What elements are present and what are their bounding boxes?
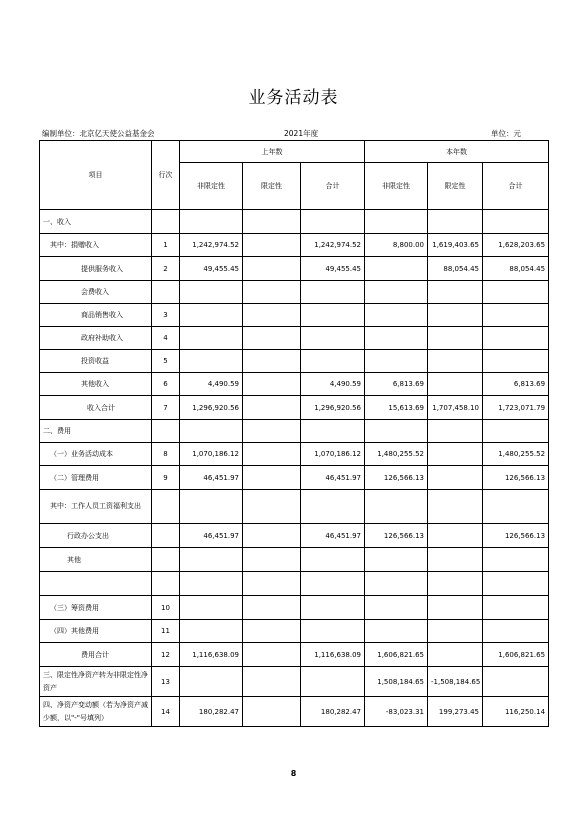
row-label: （四）其他费用: [40, 620, 152, 643]
curr-restricted-value: 199,273.45: [428, 697, 483, 727]
curr-total-value: 1,723,071.79: [483, 396, 549, 420]
row-label: 其中：工作人员工资福利支出: [40, 490, 152, 524]
prev-restricted-value: [243, 257, 301, 281]
curr-restricted-value: -1,508,184.65: [428, 667, 483, 697]
prev-unrestricted-value: 1,070,186.12: [180, 443, 243, 466]
row-line-number: 7: [152, 396, 180, 420]
row-line-number: 6: [152, 373, 180, 396]
prev-unrestricted-value: [180, 490, 243, 524]
table-row: [40, 281, 549, 304]
curr-unrestricted-value: [365, 596, 428, 620]
table-row: [40, 373, 549, 396]
prev-unrestricted-value: [180, 572, 243, 596]
prev-unrestricted-value: [180, 327, 243, 350]
prev-total-value: [301, 210, 365, 234]
curr-total-value: 116,250.14: [483, 697, 549, 727]
curr-unrestricted-value: 6,813.69: [365, 373, 428, 396]
curr-unrestricted-value: [365, 490, 428, 524]
table-row: [40, 572, 549, 596]
prev-total-value: 46,451.97: [301, 466, 365, 490]
table-row: [40, 643, 549, 667]
prev-restricted-value: [243, 490, 301, 524]
curr-unrestricted-value: [365, 304, 428, 327]
prev-unrestricted-value: [180, 667, 243, 697]
prev-restricted-value: [243, 643, 301, 667]
prev-restricted-value: [243, 281, 301, 304]
row-line-number: [152, 524, 180, 548]
row-label: 收入合计: [40, 396, 152, 420]
curr-unrestricted-value: [365, 210, 428, 234]
table-row: [40, 524, 549, 548]
row-label: 费用合计: [40, 643, 152, 667]
prev-total-value: 1,296,920.56: [301, 396, 365, 420]
prev-restricted-value: [243, 572, 301, 596]
table-row: [40, 443, 549, 466]
prev-unrestricted-value: [180, 620, 243, 643]
prev-total-value: [301, 548, 365, 572]
curr-total-value: [483, 667, 549, 697]
row-line-number: [152, 420, 180, 443]
prev-restricted-value: [243, 667, 301, 697]
prev-restricted-value: [243, 548, 301, 572]
header-prev-unrestricted: 非限定性: [180, 163, 243, 210]
prev-total-value: [301, 304, 365, 327]
prev-unrestricted-value: [180, 281, 243, 304]
row-label: 其他: [40, 548, 152, 572]
header-row-1: [40, 141, 549, 163]
row-label: 投资收益: [40, 350, 152, 373]
prev-unrestricted-value: 46,451.97: [180, 466, 243, 490]
prev-unrestricted-value: 4,490.59: [180, 373, 243, 396]
row-label: 其他收入: [40, 373, 152, 396]
row-line-number: 1: [152, 234, 180, 257]
table-row: [40, 234, 549, 257]
curr-restricted-value: [428, 490, 483, 524]
document-title: 业务活动表: [248, 88, 339, 108]
row-line-number: [152, 210, 180, 234]
row-line-number: 14: [152, 697, 180, 727]
curr-total-value: 1,606,821.65: [483, 643, 549, 667]
row-line-number: 2: [152, 257, 180, 281]
prev-total-value: 1,242,974.52: [301, 234, 365, 257]
prev-total-value: [301, 281, 365, 304]
curr-total-value: 88,054.45: [483, 257, 549, 281]
prev-total-value: [301, 350, 365, 373]
table-row: [40, 257, 549, 281]
table-row: [40, 548, 549, 572]
row-line-number: 11: [152, 620, 180, 643]
curr-restricted-value: [428, 373, 483, 396]
table-row: [40, 490, 549, 524]
curr-restricted-value: [428, 281, 483, 304]
curr-total-value: [483, 350, 549, 373]
prev-restricted-value: [243, 697, 301, 727]
table-row: [40, 327, 549, 350]
prev-total-value: 46,451.97: [301, 524, 365, 548]
curr-restricted-value: [428, 596, 483, 620]
header-prev-year: 上年数: [180, 141, 365, 163]
row-label: 政府补助收入: [40, 327, 152, 350]
prev-unrestricted-value: 1,116,638.09: [180, 643, 243, 667]
prev-unrestricted-value: [180, 548, 243, 572]
prev-unrestricted-value: [180, 304, 243, 327]
curr-total-value: 126,566.13: [483, 466, 549, 490]
row-line-number: 5: [152, 350, 180, 373]
row-line-number: [152, 572, 180, 596]
prev-total-value: [301, 490, 365, 524]
prev-unrestricted-value: 180,282.47: [180, 697, 243, 727]
page-number: 8: [290, 769, 297, 778]
row-line-number: 3: [152, 304, 180, 327]
table-row: [40, 396, 549, 420]
curr-restricted-value: 1,707,458.10: [428, 396, 483, 420]
curr-total-value: [483, 304, 549, 327]
curr-restricted-value: [428, 350, 483, 373]
curr-unrestricted-value: [365, 420, 428, 443]
curr-restricted-value: [428, 210, 483, 234]
row-line-number: 9: [152, 466, 180, 490]
curr-unrestricted-value: [365, 327, 428, 350]
prev-restricted-value: [243, 373, 301, 396]
curr-unrestricted-value: 1,480,255.52: [365, 443, 428, 466]
row-line-number: 8: [152, 443, 180, 466]
row-label: （三）筹资费用: [40, 596, 152, 620]
prev-restricted-value: [243, 596, 301, 620]
prev-total-value: 1,070,186.12: [301, 443, 365, 466]
row-label: 提供服务收入: [40, 257, 152, 281]
curr-unrestricted-value: 8,800.00: [365, 234, 428, 257]
row-line-number: 12: [152, 643, 180, 667]
curr-total-value: [483, 327, 549, 350]
prev-unrestricted-value: [180, 420, 243, 443]
curr-unrestricted-value: 15,613.69: [365, 396, 428, 420]
curr-restricted-value: [428, 620, 483, 643]
curr-unrestricted-value: 1,606,821.65: [365, 643, 428, 667]
row-label: 一、收入: [40, 210, 152, 234]
row-label: 二、费用: [40, 420, 152, 443]
table-row: [40, 620, 549, 643]
row-label: 行政办公支出: [40, 524, 152, 548]
curr-total-value: 1,628,203.65: [483, 234, 549, 257]
curr-total-value: 1,480,255.52: [483, 443, 549, 466]
prev-total-value: [301, 596, 365, 620]
curr-total-value: [483, 620, 549, 643]
prev-unrestricted-value: [180, 210, 243, 234]
prev-unrestricted-value: 49,455.45: [180, 257, 243, 281]
row-label: （二）管理费用: [40, 466, 152, 490]
prev-total-value: [301, 620, 365, 643]
prev-total-value: [301, 327, 365, 350]
row-label: 会费收入: [40, 281, 152, 304]
curr-unrestricted-value: [365, 572, 428, 596]
curr-restricted-value: [428, 327, 483, 350]
header-line: 行次: [152, 141, 180, 210]
header-curr-total: 合计: [483, 163, 549, 210]
row-label: 四、净资产变动额（若为净资产减少额，以"-"号填列）: [40, 697, 152, 727]
row-label: 其中：捐赠收入: [40, 234, 152, 257]
prev-restricted-value: [243, 420, 301, 443]
table-row: [40, 466, 549, 490]
curr-unrestricted-value: -83,023.31: [365, 697, 428, 727]
curr-unrestricted-value: [365, 620, 428, 643]
prev-total-value: [301, 420, 365, 443]
table-row: [40, 697, 549, 727]
prev-total-value: [301, 572, 365, 596]
curr-total-value: 126,566.13: [483, 524, 549, 548]
row-line-number: 13: [152, 667, 180, 697]
row-line-number: [152, 490, 180, 524]
prev-unrestricted-value: 1,242,974.52: [180, 234, 243, 257]
curr-total-value: [483, 548, 549, 572]
curr-unrestricted-value: 126,566.13: [365, 524, 428, 548]
curr-total-value: [483, 210, 549, 234]
curr-total-value: [483, 420, 549, 443]
header-curr-unrestricted: 非限定性: [365, 163, 428, 210]
row-label: 三、限定性净资产转为非限定性净资产: [40, 667, 152, 697]
prev-restricted-value: [243, 466, 301, 490]
curr-restricted-value: [428, 548, 483, 572]
table-row: [40, 667, 549, 697]
prev-total-value: 180,282.47: [301, 697, 365, 727]
table-row: [40, 304, 549, 327]
prev-restricted-value: [243, 234, 301, 257]
prev-restricted-value: [243, 350, 301, 373]
prev-restricted-value: [243, 620, 301, 643]
row-label: 商品销售收入: [40, 304, 152, 327]
prev-total-value: 1,116,638.09: [301, 643, 365, 667]
table-row: [40, 596, 549, 620]
curr-total-value: [483, 281, 549, 304]
header-curr-year: 本年数: [365, 141, 549, 163]
table-row: [40, 420, 549, 443]
prev-restricted-value: [243, 210, 301, 234]
curr-restricted-value: 1,619,403.65: [428, 234, 483, 257]
prev-unrestricted-value: [180, 596, 243, 620]
curr-unrestricted-value: [365, 257, 428, 281]
prev-unrestricted-value: 1,296,920.56: [180, 396, 243, 420]
curr-total-value: [483, 490, 549, 524]
row-line-number: [152, 281, 180, 304]
prev-restricted-value: [243, 443, 301, 466]
curr-restricted-value: 88,054.45: [428, 257, 483, 281]
curr-restricted-value: [428, 572, 483, 596]
prev-unrestricted-value: 46,451.97: [180, 524, 243, 548]
curr-total-value: [483, 596, 549, 620]
preparing-unit: 编制单位：北京亿天使公益基金会: [42, 129, 155, 138]
header-item: 项目: [40, 141, 152, 210]
table-row: [40, 350, 549, 373]
row-label: [40, 572, 152, 596]
curr-unrestricted-value: [365, 548, 428, 572]
prev-total-value: [301, 667, 365, 697]
curr-total-value: 6,813.69: [483, 373, 549, 396]
curr-restricted-value: [428, 643, 483, 667]
prev-restricted-value: [243, 524, 301, 548]
prev-restricted-value: [243, 304, 301, 327]
curr-unrestricted-value: 1,508,184.65: [365, 667, 428, 697]
curr-restricted-value: [428, 443, 483, 466]
prev-total-value: 49,455.45: [301, 257, 365, 281]
report-period: 2021年度: [284, 129, 319, 138]
prev-restricted-value: [243, 396, 301, 420]
curr-unrestricted-value: [365, 350, 428, 373]
header-prev-total: 合计: [301, 163, 365, 210]
prev-unrestricted-value: [180, 350, 243, 373]
currency-unit: 单位：元: [491, 129, 521, 138]
prev-restricted-value: [243, 327, 301, 350]
row-line-number: 4: [152, 327, 180, 350]
row-label: （一）业务活动成本: [40, 443, 152, 466]
curr-unrestricted-value: [365, 281, 428, 304]
activity-statement-table: [39, 140, 549, 727]
curr-restricted-value: [428, 466, 483, 490]
curr-restricted-value: [428, 420, 483, 443]
curr-unrestricted-value: 126,566.13: [365, 466, 428, 490]
prev-total-value: 4,490.59: [301, 373, 365, 396]
curr-restricted-value: [428, 524, 483, 548]
header-prev-restricted: 限定性: [243, 163, 301, 210]
header-curr-restricted: 限定性: [428, 163, 483, 210]
curr-total-value: [483, 572, 549, 596]
row-line-number: [152, 548, 180, 572]
row-line-number: 10: [152, 596, 180, 620]
table-row: [40, 210, 549, 234]
curr-restricted-value: [428, 304, 483, 327]
